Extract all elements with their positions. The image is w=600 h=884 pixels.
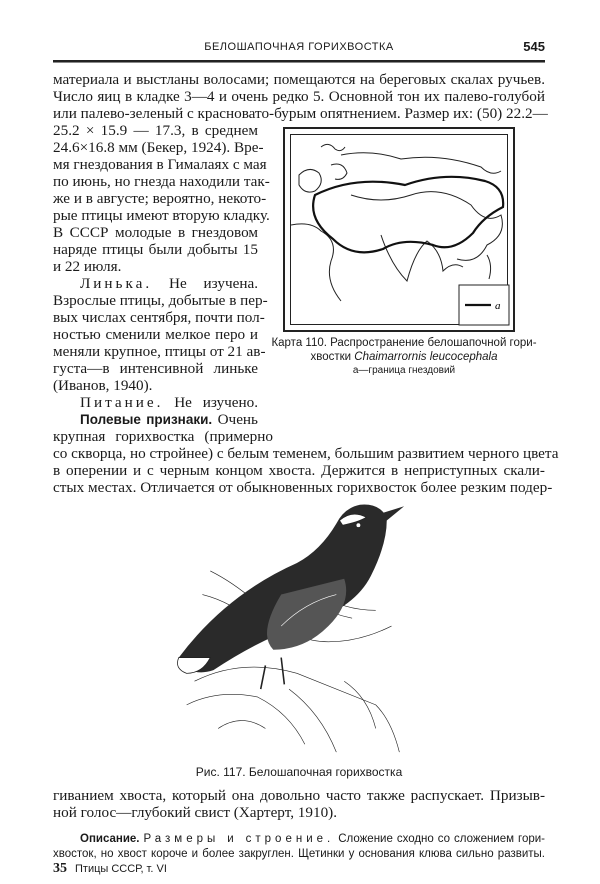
body-line: и 22 июля. [53, 258, 122, 275]
body-line: ностью сменили мелкое перо и [53, 326, 258, 343]
description-heading: Описание. [80, 833, 140, 845]
body-line: ной голос—глубокий свист (Хартерт, 1910). [53, 804, 338, 821]
body-line: в оперении и с черным концом хвоста. Держится в неприступных скали- [53, 462, 545, 479]
food-heading: Питание. [80, 394, 164, 411]
body-line: густа—в интенсивной линьке [53, 360, 258, 377]
body-line: (Иванов, 1940). [53, 377, 153, 394]
map-caption-line [262, 350, 546, 364]
footer-text: Птицы СССР, т. VI [75, 863, 167, 875]
body-line: Взрослые птицы, добытые в пер- [53, 292, 268, 309]
running-header [53, 38, 545, 56]
body-line: мя гнездования в Гималаях с мая [53, 156, 267, 173]
signature-number: 35 [53, 861, 67, 876]
body-line: 25.2 × 15.9 — 17.3, в среднем [53, 122, 258, 139]
body-line: или палево-зеленый с красновато-бурым опятнением. Размер их: (50) 22.2— [53, 105, 548, 122]
map-legend-caption: а—граница гнездовий [352, 365, 456, 376]
range-map [283, 127, 515, 332]
legend-label: а [495, 300, 501, 312]
description-subheading: Размеры и строение. [143, 833, 335, 845]
bird-illustration [128, 500, 458, 760]
body-line: же и в августе; вероятно, некото- [53, 190, 267, 207]
food-text: Не изучено. [163, 394, 258, 411]
page-number: 545 [523, 39, 545, 54]
description-text: Сложение сходно со сложением гори- [334, 833, 545, 845]
description-line [53, 832, 545, 847]
footer [53, 861, 167, 877]
body-line: наряде птицы были добыты 15 [53, 241, 258, 258]
molt-heading: Линька. [80, 275, 153, 292]
body-line: меняли крупное, птицы от 21 ав- [53, 343, 266, 360]
molt-text: Не изучена. [152, 275, 258, 292]
food-line [53, 394, 258, 411]
molt-line [53, 275, 258, 292]
figure-caption: Рис. 117. Белошапочная горихвостка [195, 765, 403, 779]
field-heading: Полевые признаки. [80, 412, 213, 427]
body-line: вых числах сентября, почти пол- [53, 309, 265, 326]
body-line: по июнь, но гнезда находили так- [53, 173, 270, 190]
running-title: БЕЛОШАПОЧНАЯ ГОРИХВОСТКА [204, 41, 394, 53]
body-line: 24.6×16.8 мм (Бекер, 1924). Вре- [53, 139, 264, 156]
body-line: материала и выстланы волосами; помещаются на береговых скалах ручьев. [53, 71, 545, 88]
description-line: хвосток, но хвост короче и более закруглен. Щетинки у основания клюва сильно развиты. [53, 848, 545, 860]
body-line: стых местах. Отличается от обыкновенных горихвосток более резким подер- [53, 479, 553, 496]
body-line: крупная горихвостка (примерно [53, 428, 273, 445]
body-line: В СССР молодые в гнездовом [53, 224, 258, 241]
body-line: рые птицы имеют вторую кладку. [53, 207, 270, 224]
body-line: со скворца, но стройнее) с белым теменем, большим развитием черного цвета [53, 445, 559, 462]
caption-prefix: хвостки [310, 351, 355, 363]
breeding-range-boundary [313, 177, 503, 253]
field-text: Очень [212, 411, 258, 428]
body-line: Число яиц в кладке 3—4 и очень редко 5. Основной тон их палево-голубой [53, 88, 545, 105]
header-rule [53, 60, 545, 63]
field-line [53, 411, 258, 428]
map-drawing [291, 135, 511, 328]
species-name: Chaimarrornis leucocephala [354, 351, 498, 363]
body-line: гиванием хвоста, который она довольно часто также распускает. Призыв- [53, 787, 545, 804]
map-caption-line: Карта 110. Распространение белошапочной гори- [271, 337, 537, 349]
